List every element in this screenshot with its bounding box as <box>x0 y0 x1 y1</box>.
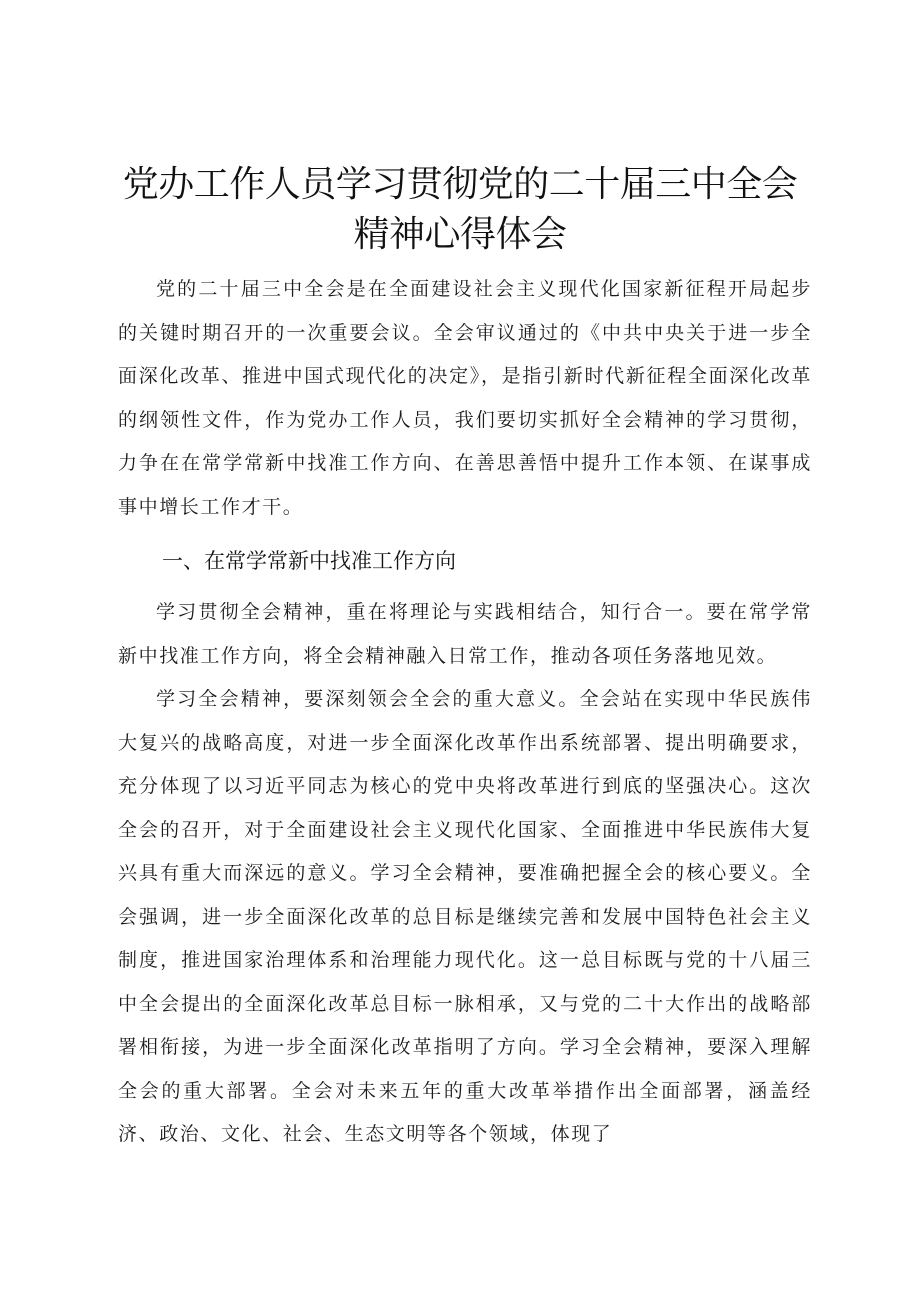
intro-paragraph: 党的二十届三中全会是在全面建设社会主义现代化国家新征程开局起步的关键时期召开的一次重要会议。全会审议通过的《中共中央关于进一步全面深化改革、推进中国式现代化的决定》，是指引新时代新征程全面深化改革的纲领性文件，作为党办工作人员，我们要切实抓好全会精神的学习贯彻，力争在在常学常新中找准工作方向、在善思善悟中提升工作本领、在谋事成事中增长工作才干。 <box>118 278 812 518</box>
section1-paragraph-2: 学习全会精神，要深刻领会全会的重大意义。全会站在实现中华民族伟大复兴的战略高度，对进一步全面深化改革作出系统部署、提出明确要求，充分体现了以习近平同志为核心的党中央将改革进行到底的坚强决心。这次全会的召开，对于全面建设社会主义现代化国家、全面推进中华民族伟大复兴具有重大而深远的意义。学习全会精神，要准确把握全会的核心要义。全会强调，进一步全面深化改革的总目标是继续完善和发展中国特色社会主义制度，推进国家治理体系和治理能力现代化。这一总目标既与党的十八届三中全会提出的全面深化改革总目标一脉相承，又与党的二十大作出的战略部署相衔接，为进一步全面深化改革指明了方向。学习全会精神，要深入理解全会的重大部署。全会对未来五年的重大改革举措作出全面部署，涵盖经济、政治、文化、社会、生态文明等各个领域，体现了 <box>118 688 812 1145</box>
section-heading-1: 一、在常学常新中找准工作方向 <box>162 549 456 573</box>
document-title: 党办工作人员学习贯彻党的二十届三中全会精神心得体会 <box>122 164 798 255</box>
section1-paragraph-1: 学习贯彻全会精神，重在将理论与实践相结合，知行合一。要在常学常新中找准工作方向，将全会精神融入日常工作，推动各项任务落地见效。 <box>118 601 812 667</box>
document-body <box>118 268 812 1157</box>
